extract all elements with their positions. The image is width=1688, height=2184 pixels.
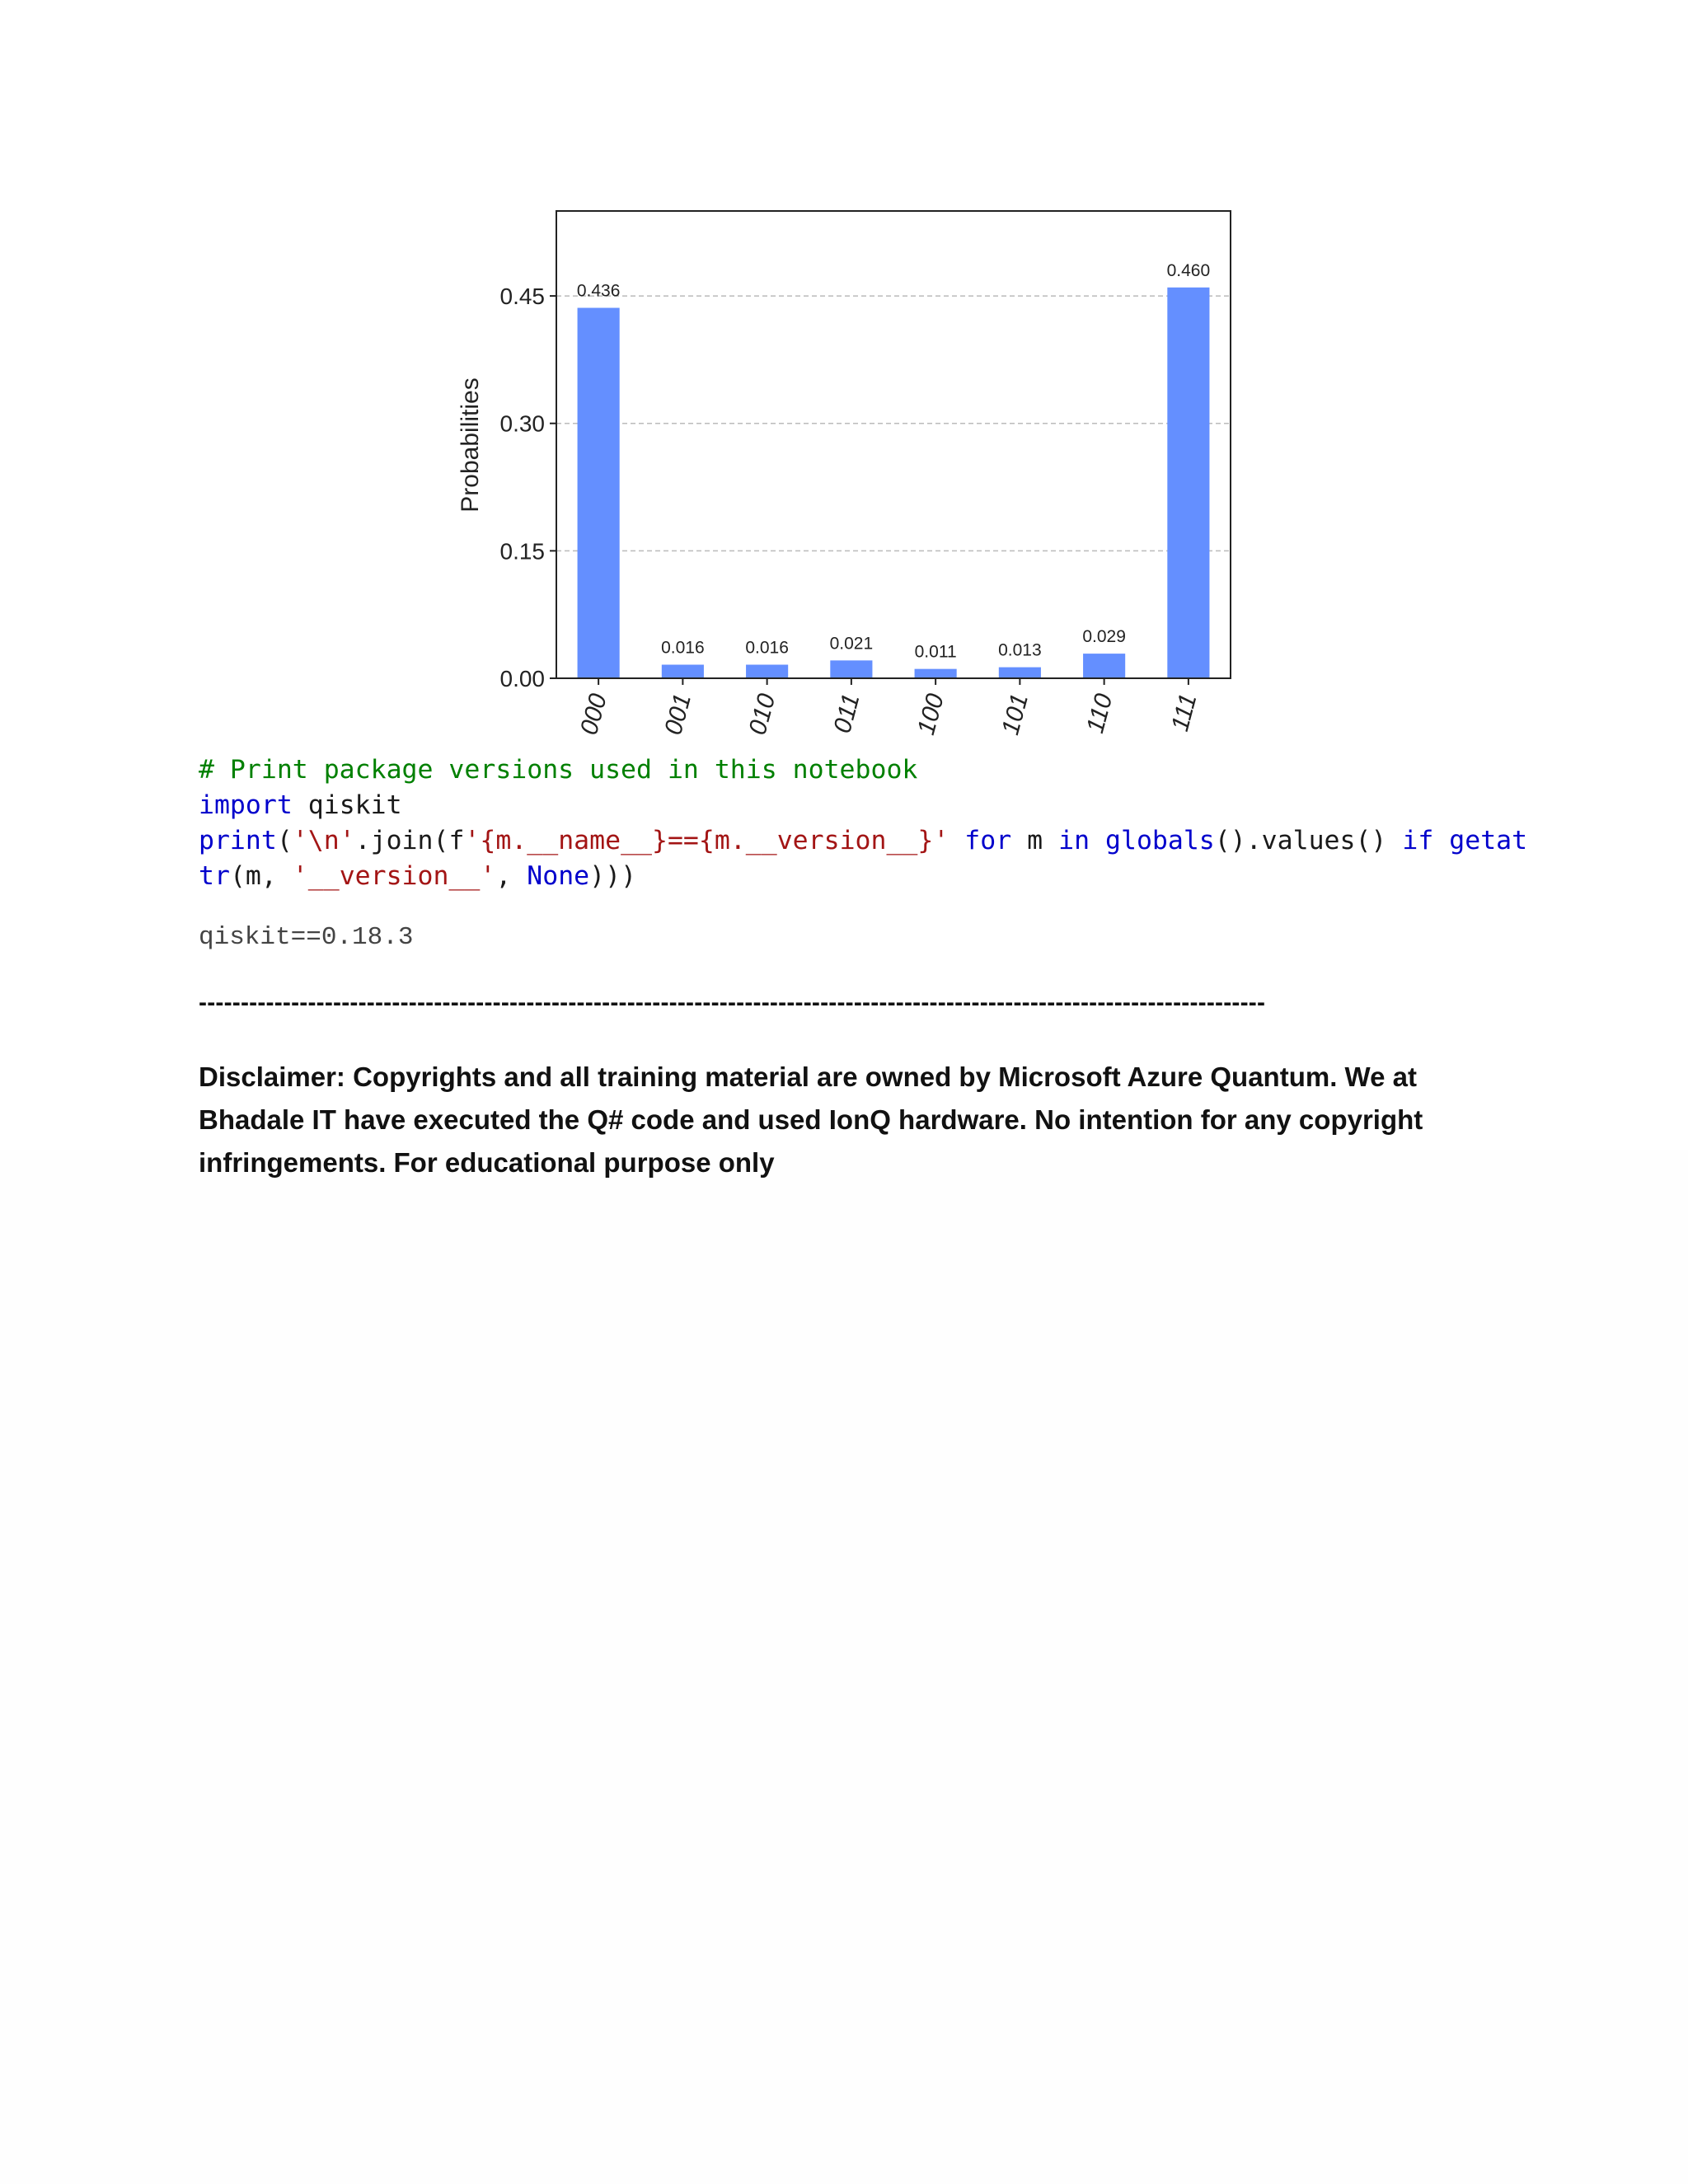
code-token: (m,	[229, 861, 293, 891]
bar-101	[999, 668, 1041, 678]
code-line	[199, 859, 1517, 894]
chart-gridlines	[556, 296, 1231, 551]
code-token	[949, 826, 964, 855]
chart-x-axis	[575, 678, 1203, 738]
bar-110	[1083, 654, 1125, 678]
bar-value-label: 0.016	[745, 638, 789, 658]
separator-line: -------------------------------------------------------------------------------------------------------------------------------	[199, 989, 1266, 1016]
code-token: ,	[495, 861, 528, 891]
code-token: getat	[1449, 826, 1528, 855]
x-tick-label: 111	[1165, 691, 1203, 734]
x-tick-label: 101	[996, 691, 1034, 738]
bar-000	[578, 308, 620, 678]
code-token: m	[1011, 826, 1059, 855]
code-token: # Print package versions used in this notebook	[199, 755, 918, 785]
code-line	[199, 788, 1517, 823]
bar-value-label: 0.460	[1166, 260, 1211, 280]
bar-value-label: 0.436	[576, 281, 621, 301]
code-token: None	[527, 861, 590, 891]
bar-001	[662, 665, 704, 678]
bar-value-label: 0.021	[829, 634, 874, 654]
chart-y-axis	[500, 284, 557, 691]
code-token: ().values()	[1214, 826, 1403, 855]
x-tick-label: 001	[659, 691, 697, 738]
x-tick-label: 100	[912, 691, 950, 738]
y-tick-label: 0.00	[499, 666, 545, 691]
bar-value-label: 0.011	[914, 642, 957, 662]
y-tick-label: 0.45	[499, 284, 545, 310]
plot-area-frame	[556, 211, 1231, 678]
code-output: qiskit==0.18.3	[199, 923, 414, 952]
code-line	[199, 752, 1517, 788]
bar-010	[746, 665, 788, 678]
code-token: tr	[199, 861, 230, 891]
code-token: print	[199, 826, 277, 855]
code-token: import	[199, 790, 293, 820]
code-cell	[199, 752, 1528, 894]
y-tick-label: 0.30	[499, 410, 545, 437]
y-axis-label: Probabilities	[457, 377, 484, 513]
bar-value-label: 0.029	[1082, 627, 1126, 647]
bar-value-label: 0.016	[661, 638, 705, 658]
x-tick-label: 011	[828, 691, 865, 737]
bar-111	[1167, 288, 1209, 678]
code-token: in	[1058, 826, 1090, 855]
code-token: globals	[1105, 826, 1215, 855]
code-line	[199, 823, 1528, 859]
code-token: if	[1402, 826, 1434, 855]
code-token	[1433, 826, 1449, 855]
code-token: '\n'	[292, 826, 355, 855]
chart-bars	[578, 288, 1210, 678]
chart-value-labels	[577, 261, 1210, 662]
code-token	[1090, 826, 1105, 855]
code-token: for	[964, 826, 1012, 855]
code-token: '{m.__name__}=={m.__version__}'	[464, 826, 950, 855]
x-tick-label: 110	[1081, 691, 1118, 737]
bar-011	[830, 660, 872, 678]
bar-100	[915, 669, 957, 678]
bar-value-label: 0.013	[998, 640, 1042, 660]
y-tick-label: 0.15	[499, 538, 545, 565]
code-token: (	[276, 826, 293, 855]
x-tick-label: 000	[575, 691, 612, 738]
code-token: .join(f	[354, 826, 465, 855]
probability-bar-chart	[437, 190, 1261, 758]
code-token: '__version__'	[292, 861, 496, 891]
disclaimer-text: Disclaimer: Copyrights and all training material are owned by Microsoft Azure Quantum. We at Bhadale IT have executed the Q# code and used IonQ hardware. No intention for any copyright infringements. For educational purpose only	[199, 1062, 1423, 1178]
code-token: )))	[589, 861, 637, 891]
code-token: qiskit	[292, 790, 402, 820]
x-tick-label: 010	[743, 691, 781, 738]
